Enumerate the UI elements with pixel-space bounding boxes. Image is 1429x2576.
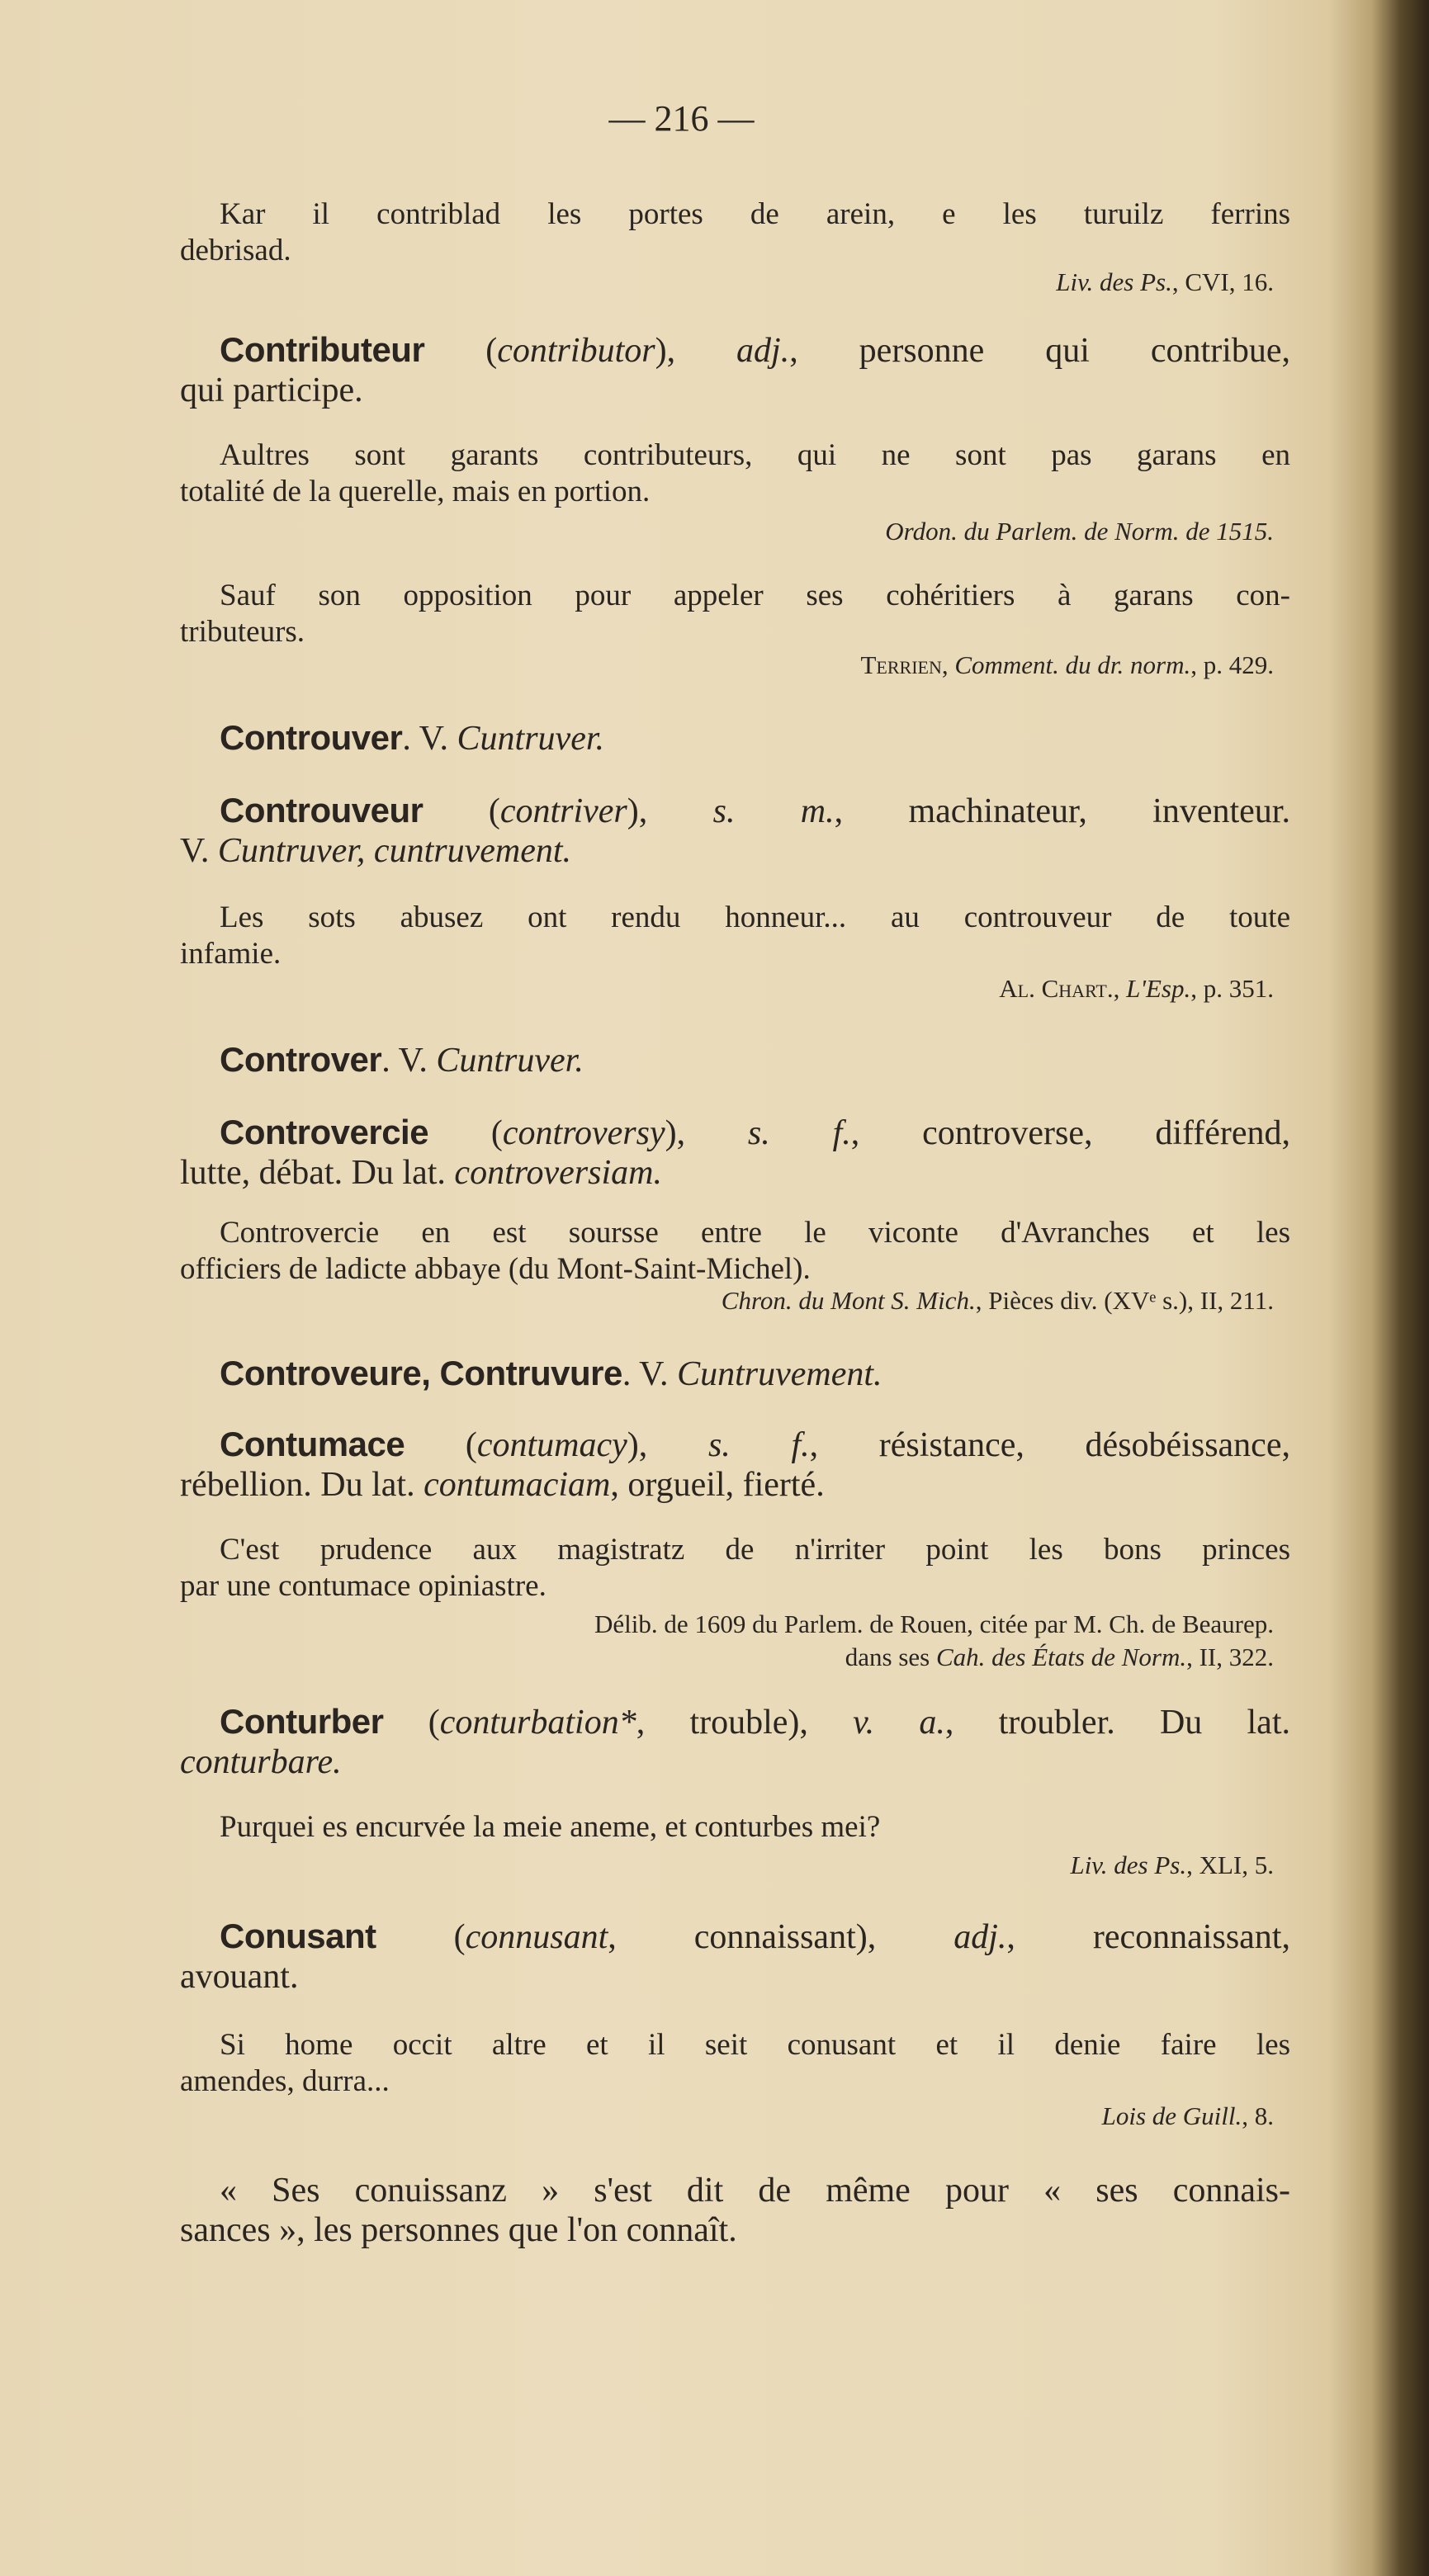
italic-text: controversy [502,1114,665,1152]
text-span: Purquei es encurvée la meie aneme, et conturbes mei? [220,1810,881,1844]
dictionary-entry [180,1354,1290,1394]
italic-text: v. a. [853,1704,945,1742]
italic-text: contumaciam [423,1466,611,1504]
text-span: , p. 351. [1190,974,1274,1003]
text-line [180,515,1290,548]
quotation [180,2027,1290,2100]
text-span: , reconnaissant, [1006,1918,1290,1956]
page-number: — 216 — [608,98,755,139]
text-span: ), [655,332,737,370]
text-line [180,1215,1290,1251]
dictionary-entry [180,330,1290,410]
italic-text: Cuntruver, cuntruvement. [217,832,572,870]
text-line [180,791,1290,831]
text-line [180,196,1290,233]
text-span: , trouble), [636,1704,854,1742]
dictionary-entry [180,718,1290,759]
text-span: , [1113,974,1127,1003]
headword: Controuver [220,718,403,757]
text-span: Sauf son opposition pour appeler ses cohéritiers à garans con- [220,579,1290,612]
text-line [180,1568,1290,1605]
text-line [180,1742,1290,1782]
italic-text: Cah. des États de Norm. [935,1642,1187,1671]
text-line [180,614,1290,650]
italic-text: adj. [953,1918,1007,1956]
text-line [180,1702,1290,1742]
citation [180,649,1290,682]
text-span: officiers de ladicte abbaye (du Mont-Saint-Michel). [180,1252,811,1286]
text-span: , Pièces div. (XVᵉ s.), II, 211. [975,1286,1274,1315]
italic-text: connusant [465,1918,608,1956]
citation [180,1284,1290,1317]
text-span: , troubler. Du lat. [944,1704,1290,1742]
quotation [180,437,1290,510]
text-span: lutte, débat. Du lat. [180,1154,455,1192]
text-line [180,474,1290,510]
text-span: infamie. [180,937,282,971]
dictionary-entry [180,1425,1290,1505]
text-span: ( [405,1426,477,1464]
italic-text: L'Esp. [1126,974,1191,1003]
text-line [180,1040,1290,1080]
citation [180,1608,1290,1674]
text-span: , [941,650,955,679]
headword: Controuveur [220,791,423,830]
text-span: , personne qui contribue, [789,332,1290,370]
text-span: ), [665,1114,748,1152]
text-span: par une contumace opiniastre. [180,1569,547,1603]
italic-text: Chron. du Mont S. Mich. [721,1286,976,1315]
text-span: . V. [622,1355,678,1393]
headword: Controver [220,1040,382,1079]
text-line [180,900,1290,936]
headword: Contributeur [220,330,425,369]
text-span: qui participe. [180,371,363,409]
dictionary-entry [180,1040,1290,1080]
italic-text: Cuntruver. [436,1042,584,1080]
text-line [180,972,1290,1005]
author-name: Terrien [860,650,942,679]
text-line [180,1354,1290,1394]
text-span: . V. [381,1042,437,1080]
text-span: . V. [402,720,457,758]
text-span: « Ses conuissanz » s'est dit de même pour « ses connais- [220,2172,1290,2210]
text-line [180,1957,1290,1997]
italic-text: Cuntruver. [457,720,605,758]
text-span: Délib. de 1609 du Parlem. de Rouen, citée par M. Ch. de Beaurep. [594,1609,1274,1638]
text-line [180,1113,1290,1153]
text-line [180,936,1290,972]
text-span: avouant. [180,1958,299,1996]
text-line [180,2171,1290,2210]
text-span: sances », les personnes que l'on connaît. [180,2211,737,2249]
text-span: ( [428,1114,503,1152]
text-span: Les sots abusez ont rendu honneur... au controuveur de toute [220,900,1290,934]
text-span: , controverse, différend, [850,1114,1290,1152]
quotation [180,1809,1290,1846]
text-span: ( [423,792,500,830]
quotation [180,578,1290,650]
text-span: , p. 429. [1190,650,1274,679]
italic-text: s. f. [747,1114,851,1152]
text-line [180,1641,1290,1674]
text-span: , orgueil, fierté. [610,1466,825,1504]
text-line [180,1153,1290,1193]
dictionary-entry [180,2171,1290,2250]
italic-text: Liv. des Ps. [1070,1850,1187,1879]
quotation [180,1532,1290,1605]
text-span: dans ses [845,1642,936,1671]
text-span: Si home occit altre et il seit conusant et il denie faire les [220,2028,1290,2062]
italic-text: Liv. des Ps. [1056,267,1172,296]
text-line [180,1608,1290,1641]
italic-text: s. f. [707,1426,810,1464]
text-span: , connaissant), [608,1918,954,1956]
italic-text: adj. [736,332,790,370]
text-line [180,371,1290,410]
text-span: tributeurs. [180,615,305,649]
text-span: , XLI, 5. [1186,1850,1274,1879]
italic-text: Ordon. du Parlem. de Norm. de 1515. [885,517,1274,546]
author-name: Al. Chart. [999,974,1114,1003]
dictionary-entry [180,1917,1290,1997]
text-line [180,2063,1290,2100]
citation [180,1849,1290,1882]
text-line [180,1917,1290,1957]
text-line [180,1425,1290,1465]
text-line [180,649,1290,682]
quotation [180,196,1290,269]
text-line [180,718,1290,759]
italic-text: conturbation* [439,1704,636,1742]
italic-text: Comment. du dr. norm. [954,650,1191,679]
text-span: Controvercie en est soursse entre le viconte d'Avranches et les [220,1216,1290,1250]
text-line [180,578,1290,614]
text-span: ( [376,1918,466,1956]
text-span: rébellion. Du lat. [180,1466,424,1504]
text-span: ( [424,332,498,370]
text-span: , II, 322. [1186,1642,1274,1671]
text-line [180,1465,1290,1505]
text-span: C'est prudence aux magistratz de n'irriter point les bons princes [220,1533,1290,1567]
headword: Contumace [220,1425,405,1463]
text-line [180,2100,1290,2133]
italic-text: contumacy [476,1426,627,1464]
headword: Conturber [220,1702,384,1741]
dictionary-entry [180,1113,1290,1193]
italic-text: controversiam. [454,1154,662,1192]
text-span: , CVI, 16. [1171,267,1274,296]
text-span: , 8. [1242,2101,1274,2130]
text-span: V. [180,832,218,870]
text-span: debrisad. [180,234,291,267]
italic-text: contriver [499,792,627,830]
citation [180,972,1290,1005]
text-span: totalité de la querelle, mais en portion. [180,475,651,508]
citation [180,266,1290,299]
italic-text: s. m. [712,792,835,830]
text-span: Aultres sont garants contributeurs, qui ne sont pas garans en [220,438,1290,472]
dictionary-entry [180,791,1290,871]
text-line [180,2027,1290,2063]
text-line [180,330,1290,371]
citation [180,2100,1290,2133]
text-span: amendes, durra... [180,2064,390,2098]
text-line [180,437,1290,474]
text-line [180,831,1290,871]
dictionary-entry [180,1702,1290,1782]
text-line [180,1251,1290,1288]
text-line [180,1809,1290,1846]
text-span: , résistance, désobéissance, [809,1426,1290,1464]
text-line [180,233,1290,269]
quotation [180,900,1290,972]
italic-text: Cuntruvement. [677,1355,882,1393]
text-line [180,266,1290,299]
text-span: , machinateur, inventeur. [834,792,1290,830]
italic-text: conturbare. [180,1743,342,1781]
text-line [180,1284,1290,1317]
italic-text: contributor [497,332,655,370]
text-line [180,1532,1290,1568]
text-span: ), [627,792,713,830]
headword: Controvercie [220,1113,429,1151]
text-span: ( [383,1704,440,1742]
text-span: Kar il contriblad les portes de arein, e les turuilz ferrins [220,197,1290,231]
headword: Conusant [220,1917,376,1955]
text-span: ), [627,1426,708,1464]
italic-text: Lois de Guill. [1101,2101,1242,2130]
text-line [180,2210,1290,2250]
text-line [180,1849,1290,1882]
citation [180,515,1290,548]
quotation [180,1215,1290,1288]
headword: Controveure, Contruvure [220,1354,622,1392]
